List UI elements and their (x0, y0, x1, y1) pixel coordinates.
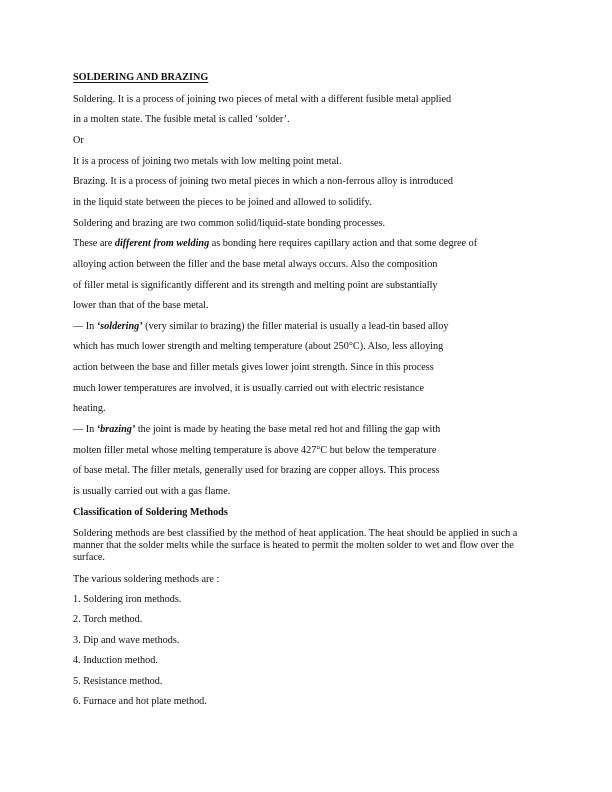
text-line: Soldering. It is a process of joining two pieces of metal with a different fusible metal applied (73, 94, 452, 105)
text-line (73, 424, 440, 436)
list-item: 6. Furnace and hot plate method. (73, 696, 207, 707)
list-item: 1. Soldering iron methods. (73, 594, 182, 605)
text-line: heating. (73, 403, 106, 414)
text-fragment: as bonding here requires capillary action and that some degree of (209, 238, 478, 249)
section-paragraph: Soldering methods are best classified by the method of heat application. The heat should be applied in such a manner that the solder melts while the surface is heated to permit the molten solder to wet and flow over the surface. (73, 528, 518, 563)
text-line (73, 321, 448, 333)
text-line: in the liquid state between the pieces to be joined and allowed to solidify. (73, 197, 372, 208)
text-line: action between the base and filler metals gives lower joint strength. Since in this process (73, 362, 434, 373)
text-line: of base metal. The filler metals, generally used for brazing are copper alloys. This process (73, 465, 440, 476)
text-line: of filler metal is significantly different and its strength and melting point are substantially (73, 280, 438, 291)
emphasis-text: different from welding (114, 238, 210, 249)
text-line: much lower temperatures are involved, it is usually carried out with electric resistance (73, 383, 425, 394)
text-line: in a molten state. The fusible metal is called ‘solder’. (73, 114, 290, 125)
emphasis-text: ‘brazing’ (96, 424, 136, 435)
document-title: SOLDERING AND BRAZING (73, 72, 209, 83)
text-fragment: — In (73, 424, 97, 435)
text-fragment: (very similar to brazing) the filler material is usually a lead-tin based alloy (142, 321, 449, 332)
text-fragment: — In (73, 321, 97, 332)
emphasis-text: ‘soldering’ (96, 321, 143, 332)
list-item: 2. Torch method. (73, 614, 143, 625)
text-line: molten filler metal whose melting temperature is above 427°C but below the temperature (73, 445, 437, 456)
section-heading: Classification of Soldering Methods (73, 507, 228, 518)
list-item: 4. Induction method. (73, 655, 158, 666)
list-intro: The various soldering methods are : (73, 574, 220, 585)
list-item: 3. Dip and wave methods. (73, 635, 180, 646)
text-line: Brazing. It is a process of joining two metal pieces in which a non-ferrous alloy is introduced (73, 176, 453, 187)
text-line: It is a process of joining two metals with low melting point metal. (73, 156, 342, 167)
text-line: which has much lower strength and melting temperature (about 250°C). Also, less alloying (73, 341, 444, 352)
text-line: is usually carried out with a gas flame. (73, 486, 231, 497)
text-line (73, 238, 477, 250)
text-fragment: These are (73, 238, 115, 249)
text-line: alloying action between the filler and the base metal always occurs. Also the composition (73, 259, 438, 270)
text-line: Or (73, 135, 84, 146)
list-item: 5. Resistance method. (73, 676, 163, 687)
text-fragment: the joint is made by heating the base metal red hot and filling the gap with (135, 424, 441, 435)
text-line: lower than that of the base metal. (73, 300, 209, 311)
text-line: Soldering and brazing are two common solid/liquid-state bonding processes. (73, 218, 386, 229)
